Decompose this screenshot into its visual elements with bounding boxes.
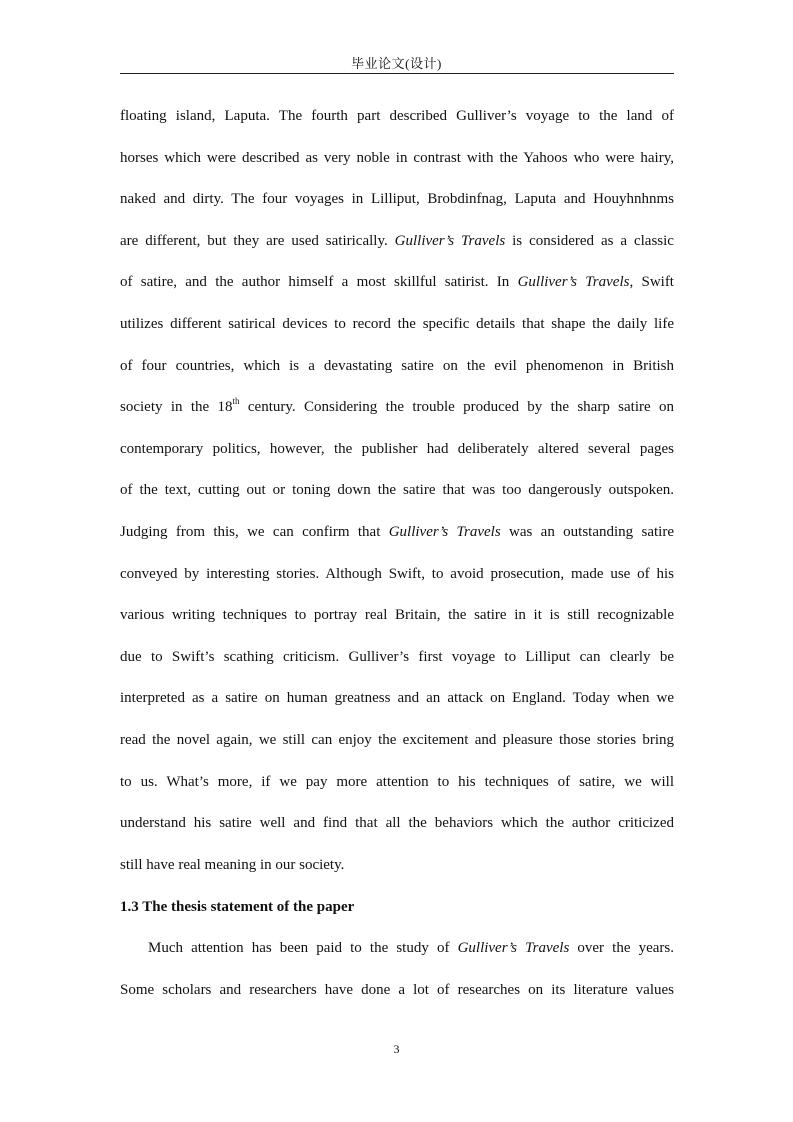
text-run: still have real meaning in our society.: [120, 856, 345, 873]
superscript: th: [232, 396, 240, 407]
text-line: [120, 678, 674, 720]
text-run: of the text, cutting out or toning down the satire that was too dangerously outspoken.: [120, 482, 674, 499]
section-heading: 1.3 The thesis statement of the paper: [120, 899, 355, 915]
text-run: are different, but they are used satirically.: [120, 232, 395, 249]
text-line: [120, 970, 674, 1012]
text-run: interpreted as a satire on human greatness and an attack on England. Today when we: [120, 690, 674, 707]
text-line: [120, 845, 674, 887]
book-title-italic: Gulliver’s Travels: [394, 232, 506, 249]
text-run: utilizes different satirical devices to record the specific details that shape the daily life: [120, 315, 674, 332]
text-run: read the novel again, we still can enjoy the excitement and pleasure those stories bring: [120, 731, 674, 748]
header-title: 毕业论文(设计): [351, 56, 442, 71]
text-run: contemporary politics, however, the publisher had deliberately altered several pages: [120, 440, 674, 457]
text-run: of four countries, which is a devastating satire on the evil phenomenon in British: [120, 357, 674, 374]
text-line: [120, 96, 674, 138]
text-run: Some scholars and researchers have done a lot of researches on its literature values: [120, 981, 674, 998]
text-run: is considered as a classic: [505, 232, 674, 249]
text-run: floating island, Laputa. The fourth part described Gulliver’s voyage to the land of: [120, 108, 674, 124]
book-title-italic: Gulliver’s Travels: [517, 274, 630, 291]
text-run: to us. What’s more, if we pay more attention to his techniques of satire, we will: [120, 773, 674, 790]
text-line: [120, 554, 674, 596]
text-run: understand his satire well and find that all the behaviors which the author criticized: [120, 815, 674, 832]
text-run: society in the 18: [120, 399, 233, 416]
text-run: century. Considering the trouble produced by the sharp satire on: [239, 399, 674, 416]
text-run: conveyed by interesting stories. Although Swift, to avoid prosecution, made use of his: [120, 565, 674, 582]
text-run: was an outstanding satire: [500, 523, 674, 540]
page-number: 3: [393, 1042, 400, 1056]
text-run: horses which were described as very noble in contrast with the Yahoos who were hairy,: [120, 149, 674, 166]
text-run: Judging from this, we can confirm that: [120, 523, 389, 540]
text-line: [120, 720, 674, 762]
book-title-italic: Gulliver’s Travels: [388, 523, 501, 540]
text-line: [120, 512, 674, 554]
text-line: [120, 138, 674, 180]
text-line: [120, 221, 674, 263]
text-line: [120, 179, 674, 221]
text-line: [120, 387, 674, 429]
header-rule: [120, 73, 674, 74]
text-run: over the years.: [569, 940, 674, 956]
text-line: [120, 470, 674, 512]
text-line: [120, 262, 674, 304]
book-title-italic: Gulliver’s Travels: [457, 940, 570, 956]
text-run: , Swift: [629, 274, 674, 291]
text-line: [120, 346, 674, 388]
paragraph-2: [120, 928, 674, 1011]
text-line: [120, 637, 674, 679]
text-line: [120, 803, 674, 845]
text-line: [120, 429, 674, 471]
text-run: Much attention has been paid to the study of: [148, 940, 458, 956]
text-line: [120, 762, 674, 804]
text-run: various writing techniques to portray real Britain, the satire in it is still recognizable: [120, 607, 674, 624]
paragraph-1: [120, 96, 674, 886]
text-line: [120, 595, 674, 637]
text-line: [120, 304, 674, 346]
text-run: of satire, and the author himself a most skillful satirist. In: [120, 274, 518, 291]
text-run: due to Swift’s scathing criticism. Gulliver’s first voyage to Lilliput can clearly be: [120, 648, 674, 665]
text-line: [120, 928, 674, 970]
text-run: naked and dirty. The four voyages in Lilliput, Brobdinfnag, Laputa and Houyhnhnms: [120, 191, 674, 208]
